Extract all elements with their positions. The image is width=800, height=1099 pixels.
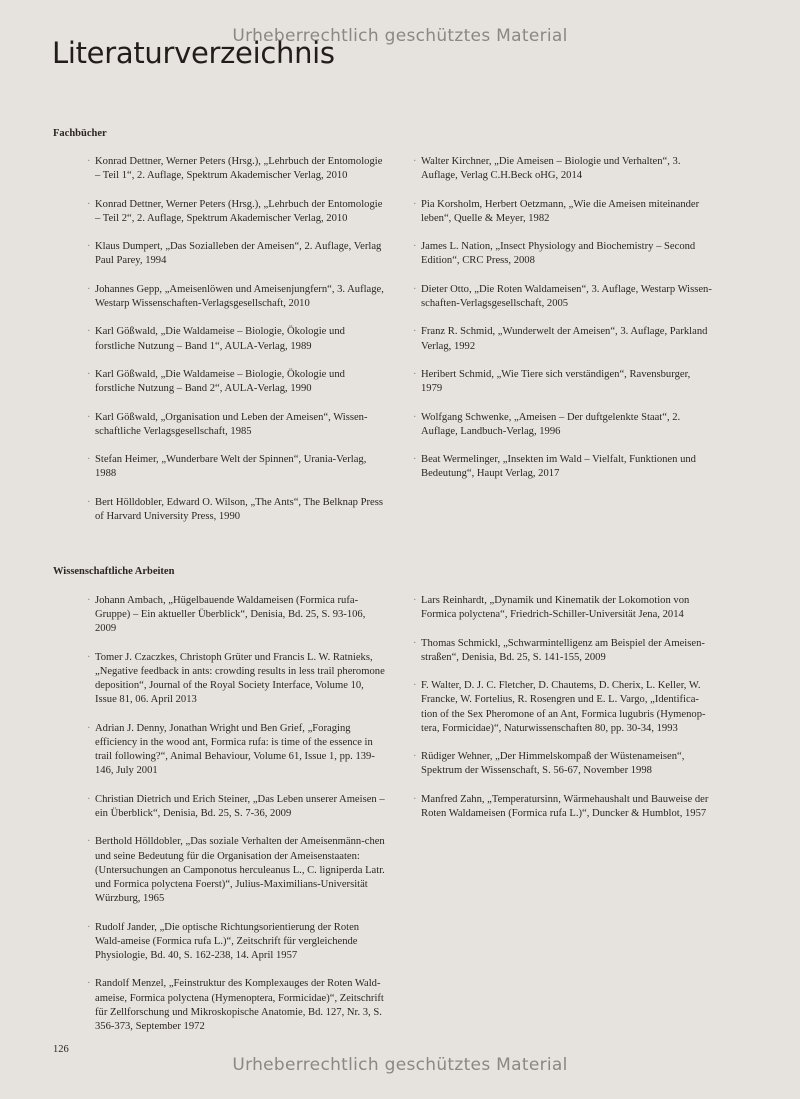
fachbuecher-right-column [413, 155, 713, 496]
section-heading-wissenschaftliche-arbeiten: Wissenschaftliche Arbeiten [53, 566, 175, 577]
reference-entry: · F. Walter, D. J. C. Fletcher, D. Chautems, D. Cherix, L. Keller, W. Francke, W. Fortelius, R. Rosengren und E. L. Vargo, „Identifica-tion of the Sex Pheromone of an Ant, Formica lugubris (Hymenop-tera, Formicidae)“, Naturwissenschaften 80, pp. 30-34, 1993 [413, 679, 713, 736]
reference-entry: · Adrian J. Denny, Jonathan Wright und Ben Grief, „Foraging efficiency in the wood ant, Formica rufa: is time of the essence in trail following?“, Animal Behaviour, Volume 61, Issue 1, pp. 139-146, July 2001 [87, 722, 387, 779]
arbeiten-left-column [87, 594, 387, 1048]
reference-entry: · Berthold Hölldobler, „Das soziale Verhalten der Ameisenmänn-chen und seine Bedeutung für die Organisation der Ameisenstaaten: (Untersuchungen an Camponotus herculeanus L., C. ligniperda Latr. und Formica polyctena Foerst)“, Julius-Maximilians-Universität Würzburg, 1965 [87, 835, 387, 906]
page-number: 126 [53, 1044, 69, 1055]
reference-entry: · Rüdiger Wehner, „Der Himmelskompaß der Wüstenameisen“, Spektrum der Wissenschaft, S. 56-67, November 1998 [413, 750, 713, 778]
reference-entry: · Heribert Schmid, „Wie Tiere sich verständigen“, Ravensburger, 1979 [413, 368, 713, 396]
reference-entry: · Wolfgang Schwenke, „Ameisen – Der duftgelenkte Staat“, 2. Auflage, Landbuch-Verlag, 1996 [413, 411, 713, 439]
arbeiten-right-column [413, 594, 713, 835]
reference-entry: · Dieter Otto, „Die Roten Waldameisen“, 3. Auflage, Westarp Wissen-schaften-Verlagsgesellschaft, 2005 [413, 283, 713, 311]
reference-entry: · Rudolf Jander, „Die optische Richtungsorientierung der Roten Wald-ameise (Formica rufa L.)“, Zeitschrift für vergleichende Physiologie, Bd. 40, S. 162-238, 14. April 1957 [87, 921, 387, 964]
reference-entry: · Johann Ambach, „Hügelbauende Waldameisen (Formica rufa-Gruppe) – Ein aktueller Überblick“, Denisia, Bd. 25, S. 93-106, 2009 [87, 594, 387, 637]
reference-entry: · Konrad Dettner, Werner Peters (Hrsg.), „Lehrbuch der Entomologie – Teil 1“, 2. Auflage, Spektrum Akademischer Verlag, 2010 [87, 155, 387, 183]
reference-entry: · Thomas Schmickl, „Schwarmintelligenz am Beispiel der Ameisen-straßen“, Denisia, Bd. 25, S. 141-155, 2009 [413, 637, 713, 665]
reference-entry: · Konrad Dettner, Werner Peters (Hrsg.), „Lehrbuch der Entomologie – Teil 2“, 2. Auflage, Spektrum Akademischer Verlag, 2010 [87, 198, 387, 226]
reference-entry: · Bert Hölldobler, Edward O. Wilson, „The Ants“, The Belknap Press of Harvard University Press, 1990 [87, 496, 387, 524]
reference-entry: · Tomer J. Czaczkes, Christoph Grüter und Francis L. W. Ratnieks, „Negative feedback in ants: crowding results in less trail pheromone deposition“, Journal of the Royal Society Interface, Volume 10, Issue 81, 06. April 2013 [87, 651, 387, 708]
reference-entry: · Beat Wermelinger, „Insekten im Wald – Vielfalt, Funktionen und Bedeutung“, Haupt Verlag, 2017 [413, 453, 713, 481]
reference-entry: · Karl Gößwald, „Organisation und Leben der Ameisen“, Wissen-schaftliche Verlagsgesellschaft, 1985 [87, 411, 387, 439]
reference-entry: · Karl Gößwald, „Die Waldameise – Biologie, Ökologie und forstliche Nutzung – Band 2“, AULA-Verlag, 1990 [87, 368, 387, 396]
reference-entry: · Stefan Heimer, „Wunderbare Welt der Spinnen“, Urania-Verlag, 1988 [87, 453, 387, 481]
reference-entry: · Manfred Zahn, „Temperatursinn, Wärmehaushalt und Bauweise der Roten Waldameisen (Formica rufa L.)“, Duncker & Humblot, 1957 [413, 793, 713, 821]
watermark-bottom: Urheberrechtlich geschütztes Material [232, 1055, 568, 1075]
page-title: Literaturverzeichnis [52, 36, 335, 70]
fachbuecher-left-column [87, 155, 387, 538]
reference-entry: · Klaus Dumpert, „Das Sozialleben der Ameisen“, 2. Auflage, Verlag Paul Parey, 1994 [87, 240, 387, 268]
reference-entry: · Randolf Menzel, „Feinstruktur des Komplexauges der Roten Wald-ameise, Formica polyctena (Hymenoptera, Formicidae)“, Zeitschrift für Zellforschung und Mikroskopische Anatomie, Bd. 127, Nr. 3, S. 356-373, September 1972 [87, 977, 387, 1034]
section-heading-fachbuecher: Fachbücher [53, 128, 107, 139]
reference-entry: · Walter Kirchner, „Die Ameisen – Biologie und Verhalten“, 3. Auflage, Verlag C.H.Beck oHG, 2014 [413, 155, 713, 183]
reference-entry: · Pia Korsholm, Herbert Oetzmann, „Wie die Ameisen miteinander leben“, Quelle & Meyer, 1982 [413, 198, 713, 226]
reference-entry: · James L. Nation, „Insect Physiology and Biochemistry – Second Edition“, CRC Press, 2008 [413, 240, 713, 268]
watermark-top: Urheberrechtlich geschütztes Material [232, 26, 568, 46]
reference-entry: · Karl Gößwald, „Die Waldameise – Biologie, Ökologie und forstliche Nutzung – Band 1“, AULA-Verlag, 1989 [87, 325, 387, 353]
reference-entry: · Johannes Gepp, „Ameisenlöwen und Ameisenjungfern“, 3. Auflage, Westarp Wissenschaften-Verlagsgesellschaft, 2010 [87, 283, 387, 311]
reference-entry: · Lars Reinhardt, „Dynamik und Kinematik der Lokomotion von Formica polyctena“, Friedrich-Schiller-Universität Jena, 2014 [413, 594, 713, 622]
reference-entry: · Franz R. Schmid, „Wunderwelt der Ameisen“, 3. Auflage, Parkland Verlag, 1992 [413, 325, 713, 353]
reference-entry: · Christian Dietrich und Erich Steiner, „Das Leben unserer Ameisen – ein Überblick“, Denisia, Bd. 25, S. 7-36, 2009 [87, 793, 387, 821]
